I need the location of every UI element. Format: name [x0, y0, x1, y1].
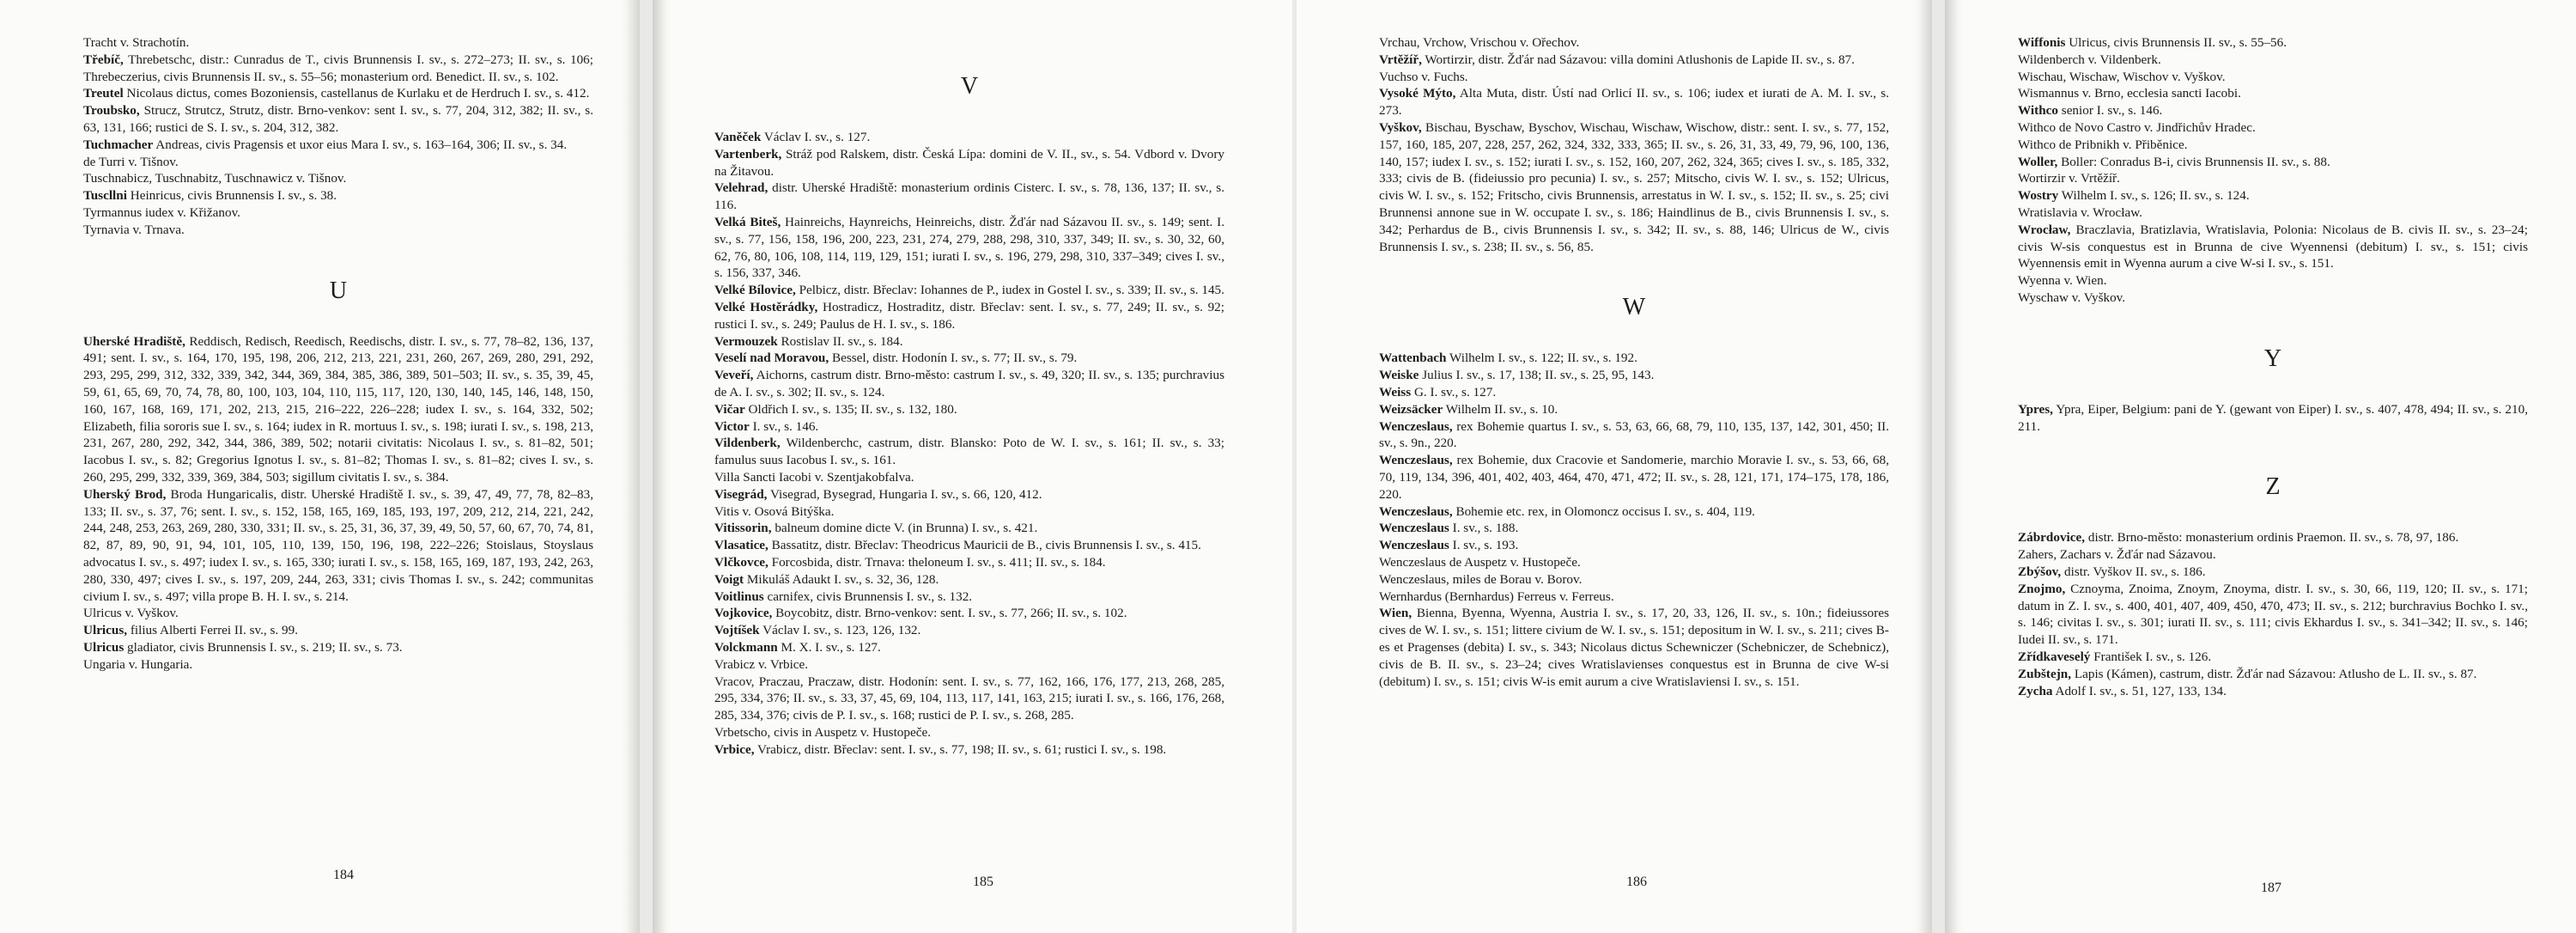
entry-headword: Vičar: [714, 401, 745, 417]
entry-text: Wyschaw v. Vyškov.: [2018, 290, 2126, 305]
index-entry: [714, 146, 1224, 180]
index-entry: [2018, 649, 2528, 666]
section-letter: V: [960, 73, 979, 100]
entry-headword: Wiffonis: [2018, 35, 2066, 50]
entry-text: Nicolaus dictus, comes Bozoniensis, castellanus de Kurlaku et de Herdruch I. sv., s. 412.: [123, 86, 590, 101]
entry-text: Julius I. sv., s. 17, 138; II. sv., s. 25, 95, 143.: [1419, 368, 1655, 383]
entry-headword: Velká Biteš,: [714, 214, 781, 229]
index-entry: [2018, 187, 2528, 204]
index-entry: [2018, 204, 2528, 222]
page-column: [714, 34, 1224, 758]
index-entry: [2018, 581, 2528, 649]
entry-text: Wilhelm I. sv., s. 126; II. sv., s. 124.: [2058, 188, 2250, 204]
entry-headword: Vrbice,: [714, 741, 755, 757]
entry-headword: Třebíč,: [83, 52, 124, 67]
index-entry: [714, 129, 1224, 146]
entry-text: Bohemie etc. rex, in Olomoncz occisus I. sv., s. 404, 119.: [1452, 503, 1755, 519]
entry-text: rex Bohemie quartus I. sv., s. 53, 63, 66, 68, 79, 110, 135, 137, 142, 301, 450; II. sv., s. 9n., 220.: [1379, 418, 1889, 451]
entry-text: distr. Vyškov II. sv., s. 186.: [2061, 564, 2206, 579]
index-entry: [714, 520, 1224, 537]
index-entry: [714, 554, 1224, 571]
page-187: [1945, 0, 2576, 933]
entry-headword: Woller,: [2018, 154, 2058, 169]
entry-text: Adolf I. sv., s. 51, 127, 133, 134.: [2052, 683, 2227, 698]
entry-text: carnifex, civis Brunnensis I. sv., s. 132.: [763, 588, 973, 604]
index-entry: [2018, 52, 2528, 69]
index-entry: [2018, 272, 2528, 290]
entry-text: Broda Hungaricalis, distr. Uherské Hradiště I. sv., s. 39, 47, 49, 77, 78, 82–83, 133; II. sv., s. 37, 76; sent. I. sv., s. 152, 158, 165, 169, 185, 193, 197, 209, 212, 214, 221, 242, 244, 248, 253, 263, 269, 280, 330, 331; II. sv., s. 25, 31, 36, 37, 39, 49, 50, 57, 60, 67, 70, 74, 81, 82, 87, 89, 90, 91, 94, 101, 105, 110, 139, 150, 196, 198, 222–226; Stoislaus, Stoyslaus advocatus I. sv., s. 497; iudex I. sv., s. 165, 330; iurati I. sv., s. 158, 165, 169, 187, 193, 242, 263, 280, 330, 497; cives I. sv., s. 197, 209, 244, 263, 331; civis Thomas I. sv., s. 242; communitas civium I. sv., s. 497; villa prope B. H. I. sv., s. 214.: [83, 486, 593, 604]
index-entry: [83, 154, 593, 171]
entry-headword: Voitlinus: [714, 588, 764, 604]
entry-headword: Vlasatice,: [714, 538, 769, 553]
entry-text: Wenczeslaus, miles de Borau v. Borov.: [1379, 571, 1583, 587]
entry-text: Mikuláš Adaukt I. sv., s. 32, 36, 128.: [744, 571, 939, 587]
index-entry: [1379, 401, 1889, 418]
index-entry: [1379, 34, 1889, 52]
entry-text: Vuchso v. Fuchs.: [1379, 69, 1468, 84]
index-entry: [83, 52, 593, 86]
index-entry: [714, 537, 1224, 554]
entry-headword: Visegrád,: [714, 486, 768, 502]
entry-text: Stráž pod Ralskem, distr. Česká Lípa: domini de V. II., sv., s. 54. Vdbord v. Dvory na Žitavou.: [714, 146, 1224, 179]
entry-headword: Wenczeslaus,: [1379, 453, 1453, 468]
page-number: 185: [973, 875, 993, 889]
entry-headword: Volckmann: [714, 639, 778, 655]
entry-headword: Wien,: [1379, 606, 1413, 621]
index-entry: [2018, 666, 2528, 683]
index-entry: [1379, 119, 1889, 255]
entry-text: Forcosbida, distr. Trnava: theloneum I. sv., s. 411; II. sv., s. 184.: [768, 554, 1106, 570]
entry-text: I. sv., s. 188.: [1449, 521, 1519, 536]
index-entry: [714, 486, 1224, 503]
entry-text: Tyrmannus iudex v. Křižanov.: [83, 204, 240, 220]
index-entry: [714, 741, 1224, 759]
page-gutter: [1913, 0, 1932, 933]
index-entry: [83, 34, 593, 52]
entry-headword: Victor: [714, 418, 750, 434]
entry-headword: Zycha: [2018, 683, 2053, 698]
index-entry: [1379, 418, 1889, 453]
index-entry: [1379, 85, 1889, 119]
entry-text: Strucz, Strutcz, Strutz, distr. Brno-venkov: sent I. sv., s. 77, 204, 312, 382; II. sv., s. 63, 131, 166; rustici de S. I. sv., s. 204, 312, 382.: [83, 103, 593, 135]
entry-text: Bienna, Byenna, Wyenna, Austria I. sv., s. 17, 20, 33, 126, II. sv., s. 10n.; fideiussores cives de W. I. sv., s. 151; littere civium de W. I. sv., s. 151; depositum in W. I. sv., s. 211; cives B-es et Pragenses (debita) I. sv., s. 343; Nicolaus dictus Schewniczer (Schebniczer, de Schebnicz), civis de B. II. sv., s. 23–24; cives Wratislavienses conquestus est in Brunna de cive W-si (debitum) I. sv., s. 151; civis W-is emit aurum a cive Wratislaviensi I. sv., s. 151.: [1379, 606, 1889, 689]
entry-text: Wismannus v. Brno, ecclesia sancti Iacobi.: [2018, 86, 2241, 101]
index-entry: [83, 137, 593, 154]
index-entry: [1379, 52, 1889, 69]
entry-text: Boycobitz, distr. Brno-venkov: sent. I. sv., s. 77, 266; II. sv., s. 102.: [772, 606, 1127, 621]
index-entry: [2018, 683, 2528, 700]
entry-text: Zahers, Zachars v. Žďár nad Sázavou.: [2018, 547, 2216, 563]
entry-text: Ulricus v. Vyškov.: [83, 606, 179, 621]
entry-text: Hainreichs, Haynreichs, Heinreichs, distr. Žďár nad Sázavou II. sv., s. 149; sent. I. sv., s. 77, 156, 158, 196, 200, 223, 231, 274, 279, 288, 298, 310, 337, 349; II. sv., s. 30, 32, 60, 62, 76, 80, 106, 108, 114, 119, 129, 151; iurati I. sv., s. 196, 279, 298, 310, 337–349; cives I. sv., s. 156, 337, 346.: [714, 214, 1224, 281]
index-entry: [714, 401, 1224, 418]
page-column: [1379, 34, 1889, 690]
entry-text: Pelbicz, distr. Břeclav: Iohannes de P., iudex in Gostel I. sv., s. 339; II. sv., s. 145.: [795, 283, 1224, 298]
index-entry: [1379, 69, 1889, 86]
index-entry: [714, 367, 1224, 401]
entry-headword: Vartenberk,: [714, 146, 782, 162]
index-entry: [714, 674, 1224, 724]
entry-text: Ulricus, civis Brunnensis II. sv., s. 55–56.: [2065, 35, 2287, 50]
entry-headword: Veveří,: [714, 368, 754, 383]
entry-headword: Vermouzek: [714, 333, 778, 349]
entry-text: Villa Sancti Iacobi v. Szentjakobfalva.: [714, 469, 914, 485]
index-entry: [83, 102, 593, 137]
entry-text: Vitis v. Osová Bitýška.: [714, 503, 835, 519]
entry-headword: Zbýšov,: [2018, 564, 2062, 579]
page-gutter: [1945, 0, 1964, 933]
entry-text: Tuschnabicz, Tuschnabitz, Tuschnawicz v. Tišnov.: [83, 171, 347, 186]
entry-text: G. I. sv., s. 127.: [1411, 384, 1497, 399]
entry-headword: Voigt: [714, 571, 744, 587]
entry-headword: Wenczeslaus: [1379, 521, 1449, 536]
entry-text: Visegrad, Bysegrad, Hungaria I. sv., s. 66, 120, 412.: [767, 486, 1042, 502]
entry-headword: Weiss: [1379, 384, 1412, 399]
entry-headword: Veselí nad Moravou,: [714, 351, 829, 366]
index-entry: [2018, 564, 2528, 581]
entry-text: Vracov, Praczau, Praczaw, distr. Hodonín: sent. I. sv., s. 77, 162, 166, 176, 177, 213, 268, 285, 295, 334, 376; II. sv., s. 33, 37, 45, 69, 104, 113, 117, 141, 163, 215; iurati I. sv., s. 166, 176, 268, 285, 334, 376; civis de P. I. sv., s. 168; rustici de P. I. sv., s. 268, 285.: [714, 674, 1224, 723]
index-entry: [714, 214, 1224, 282]
entry-text: Braczlavia, Bratizlavia, Wratislavia, Polonia: Nicolaus de B. civis II. sv., s. 23–24; civis W-sis conquestus est in Brunna de cive Wyennensi (debitum) I. sv., s. 151; civis Wyennensis emit in Wyenna aurum a cive W-si I. sv., s. 151.: [2018, 222, 2528, 271]
entry-text: Boller: Conradus B-i, civis Brunnensis II. sv., s. 88.: [2057, 154, 2330, 169]
index-entry: [714, 588, 1224, 606]
entry-headword: Vrtěžíř,: [1379, 52, 1422, 67]
page-186: [1297, 0, 1932, 933]
page-number: 186: [1626, 875, 1647, 889]
entry-text: Reddisch, Redisch, Reedisch, Reedischs, distr. I. sv., s. 77, 78–82, 136, 137, 491; sent. I. sv., s. 164, 170, 195, 198, 206, 212, 213, 221, 231, 260, 267, 269, 280, 291, 292, 293, 295, 299, 312, 332, 339, 342, 344, 369, 384, 385, 386, 389, 501–503; II. sv., s. 35, 39, 45, 59, 61, 65, 69, 70, 74, 78, 80, 100, 103, 104, 110, 115, 117, 120, 130, 140, 145, 146, 148, 150, 160, 167, 168, 169, 171, 202, 213, 215, 216–222, 226–228; iudex I. sv., s. 164, 332, 502; Elizabeth, filia sororis sue I. sv., s. 164; iudex in R. mortuus I. sv., s. 198; iurati I. sv., s. 198, 213, 231, 267, 280, 292, 342, 344, 386, 389, 502; notarii civitatis: Nicolaus I. sv., s. 81–82, 501; Iacobus I. sv., s. 82; Gregorius Ignotus I. sv., s. 81–82; Thomas I. sv., s. 81–82; cives I. sv., s. 260, 295, 299, 332, 339, 369, 384, 503; sigillum civitatis I. sv., s. 384.: [83, 333, 593, 485]
entry-headword: Ulricus: [83, 639, 125, 655]
entry-headword: Withco: [2018, 103, 2058, 119]
entry-text: filius Alberti Ferrei II. sv., s. 99.: [127, 623, 299, 638]
entry-headword: Wattenbach: [1379, 351, 1447, 366]
entry-headword: Velké Bílovice,: [714, 283, 796, 298]
entry-text: balneum domine dicte V. (in Brunna) I. sv., s. 421.: [771, 521, 1038, 536]
entry-text: Withco de Pribnikh v. Přiběnice.: [2018, 137, 2188, 152]
entry-text: I. sv., s. 146.: [749, 418, 819, 434]
index-entry: [2018, 401, 2528, 436]
index-entry: [2018, 102, 2528, 119]
index-entry: [83, 639, 593, 656]
entry-headword: Weizsäcker: [1379, 401, 1443, 417]
index-entry: [714, 418, 1224, 436]
index-entry: [83, 605, 593, 622]
entry-text: Tracht v. Strachotín.: [83, 35, 190, 50]
entry-headword: Wostry: [2018, 188, 2059, 204]
entry-text: Wilhelm I. sv., s. 122; II. sv., s. 192.: [1446, 351, 1637, 366]
entry-text: Vrabicz v. Vrbice.: [714, 656, 809, 672]
index-entry: [1379, 503, 1889, 521]
entry-headword: Vildenberk,: [714, 436, 781, 451]
entry-text: senior I. sv., s. 146.: [2057, 103, 2163, 119]
index-entry: [83, 187, 593, 204]
entry-headword: Wenczeslaus,: [1379, 503, 1453, 519]
section-letter: Z: [2265, 473, 2281, 501]
entry-text: František I. sv., s. 126.: [2090, 649, 2212, 664]
entry-text: Oldřich I. sv., s. 135; II. sv., s. 132, 180.: [744, 401, 957, 417]
entry-headword: Zubštejn,: [2018, 666, 2072, 681]
entry-text: Wildenberchc, castrum, distr. Blansko: Poto de W. I. sv., s. 161; II. sv., s. 33; famulus suus Iacobus I. sv., s. 161.: [714, 436, 1224, 468]
index-entry: [2018, 154, 2528, 171]
entry-headword: Zřídkaveselý: [2018, 649, 2091, 664]
entry-headword: Uherský Brod,: [83, 486, 167, 502]
page-185: [653, 0, 1292, 933]
entry-headword: Znojmo,: [2018, 581, 2066, 596]
index-entry: [1379, 452, 1889, 503]
entry-text: Vrbetscho, civis in Auspetz v. Hustopeče.: [714, 724, 932, 740]
entry-text: Ypra, Eiper, Belgium: pani de Y. (gewant von Eiper) I. sv., s. 407, 478, 494; II. sv., s. 210, 211.: [2018, 401, 2528, 434]
entry-headword: Vitissorin,: [714, 521, 772, 536]
page-gutter: [653, 0, 671, 933]
index-entry: [2018, 119, 2528, 137]
index-entry: [2018, 69, 2528, 86]
entry-text: Wortirzir v. Vrtěžíř.: [2018, 171, 2120, 186]
entry-headword: Zábrdovice,: [2018, 530, 2086, 546]
index-entry: [2018, 222, 2528, 272]
index-entry: [83, 204, 593, 222]
entry-headword: Vojtíšek: [714, 623, 760, 638]
index-entry: [1379, 350, 1889, 367]
page-column: [83, 34, 593, 674]
entry-headword: Vlčkovce,: [714, 554, 769, 570]
entry-text: Václav I. sv., s. 123, 126, 132.: [759, 623, 921, 638]
entry-headword: Vaněček: [714, 130, 762, 144]
entry-text: Bessel, distr. Hodonín I. sv., s. 77; II. sv., s. 79.: [829, 351, 1078, 366]
section-letter: W: [1622, 294, 1646, 321]
entry-text: Vrchau, Vrchow, Vrischou v. Ořechov.: [1379, 35, 1580, 50]
entry-text: distr. Brno-město: monasterium ordinis Praemon. II. sv., s. 78, 97, 186.: [2085, 530, 2459, 546]
entry-headword: Wenczeslaus: [1379, 538, 1449, 553]
index-entry: [1379, 384, 1889, 401]
index-entry: [1379, 571, 1889, 588]
index-entry: [714, 503, 1224, 521]
entry-headword: Ypres,: [2018, 401, 2053, 417]
entry-text: Ungaria v. Hungaria.: [83, 656, 193, 672]
page-gutter: [621, 0, 640, 933]
index-entry: [2018, 529, 2528, 546]
index-entry: [714, 571, 1224, 588]
index-entry: [83, 656, 593, 674]
entry-headword: Velké Hostěrádky,: [714, 299, 818, 314]
index-entry: [714, 282, 1224, 299]
index-entry: [83, 85, 593, 102]
index-entry: [1379, 588, 1889, 606]
entry-text: Wratislavia v. Wrocław.: [2018, 204, 2142, 220]
index-entry: [2018, 546, 2528, 564]
entry-headword: Velehrad,: [714, 180, 769, 196]
index-entry: [714, 435, 1224, 469]
entry-text: Wyenna v. Wien.: [2018, 273, 2107, 289]
entry-text: Wortirzir, distr. Žďár nad Sázavou: villa domini Atlushonis de Lapide II. sv., s. 87.: [1421, 52, 1855, 67]
entry-text: Wilhelm II. sv., s. 10.: [1443, 401, 1558, 417]
index-entry: [83, 622, 593, 639]
index-entry: [714, 469, 1224, 486]
entry-text: I. sv., s. 193.: [1449, 538, 1519, 553]
entry-headword: Weiske: [1379, 368, 1419, 383]
entry-text: Wenczeslaus de Auspetz v. Hustopeče.: [1379, 554, 1581, 570]
index-entry: [2018, 290, 2528, 307]
entry-headword: Ulricus,: [83, 623, 128, 638]
entry-headword: Tuchmacher: [83, 137, 154, 152]
entry-text: Rostislav II. sv., s. 184.: [777, 333, 903, 349]
index-entry: [714, 333, 1224, 351]
index-entry: [714, 299, 1224, 333]
index-entry: [1379, 537, 1889, 554]
entry-text: Bassatitz, distr. Břeclav: Theodricus Mauricii de B., civis Brunnensis I. sv., s. 415.: [768, 538, 1201, 553]
entry-headword: Wenczeslaus,: [1379, 418, 1453, 434]
index-entry: [714, 350, 1224, 367]
entry-text: Aichorns, castrum distr. Brno-město: castrum I. sv., s. 49, 320; II. sv., s. 135; purchravius de A. I. sv., s. 302; II. sv., s. 124.: [714, 368, 1224, 399]
entry-text: Václav I. sv., s. 127.: [761, 130, 871, 144]
entry-text: Andreas, civis Pragensis et uxor eius Mara I. sv., s. 163–164, 306; II. sv., s. 34.: [153, 137, 568, 152]
entry-headword: Uherské Hradiště,: [83, 333, 185, 349]
page-number: 184: [333, 868, 354, 882]
entry-text: distr. Uherské Hradiště: monasterium ordinis Cisterc. I. sv., s. 78, 136, 137; II. sv., s. 116.: [714, 180, 1224, 213]
entry-headword: Treutel: [83, 86, 124, 101]
entry-text: rex Bohemie, dux Cracovie et Sandomerie, marchio Moravie I. sv., s. 53, 66, 68, 70, 119, 134, 396, 401, 402, 403, 464, 470, 471, 472; II. sv., s. 28, 121, 171, 174–175, 178, 186, 220.: [1379, 453, 1889, 502]
index-entry: [714, 180, 1224, 214]
index-entry: [1379, 520, 1889, 537]
entry-text: Cznoyma, Znoima, Znoym, Znoyma, distr. I. sv., s. 30, 66, 119, 120; II. sv., s. 171; datum in Z. I. sv., s. 400, 401, 407, 409, 450, 470, 473; II. sv., s. 212; burchravius Bochko I. sv., s. 146; civitas I. sv., s. 301; iurati II. sv., s. 111; civis Ekhardus I. sv., s. 341–342; II. sv., s. 146; Iudei II. sv., s. 171.: [2018, 581, 2528, 648]
entry-text: Wildenberch v. Vildenberk.: [2018, 52, 2161, 67]
entry-headword: Wrocław,: [2018, 222, 2071, 237]
entry-text: Wischau, Wischaw, Wischov v. Vyškov.: [2018, 69, 2226, 84]
entry-text: Wernhardus (Bernhardus) Ferreus v. Ferreus.: [1379, 588, 1614, 604]
entry-text: Threbetschc, distr.: Cunradus de T., civis Brunnensis I. sv., s. 272–273; II. sv., s. 106; Threbeczerius, civis Brunnensis II. sv., s. 55–56; monasterium ord. Benedict. II. sv., s. 102.: [83, 52, 593, 84]
page-184: [0, 0, 640, 933]
index-entry: [1379, 554, 1889, 571]
index-entry: [1379, 367, 1889, 384]
page-column: [2018, 34, 2528, 699]
index-entry: [2018, 170, 2528, 187]
entry-text: Bischau, Byschaw, Byschov, Wischau, Wischaw, Wischow, distr.: sent. I. sv., s. 77, 152, 157, 160, 185, 207, 228, 257, 262, 324, 332, 333, 365; II. sv., s. 26, 31, 33, 49, 79, 96, 100, 136, 140, 157; iudex I. sv., s. 152; iurati I. sv., s. 152, 160, 207, 262, 324, 365; cives I. sv., s. 185, 332, 333; civis de B. (fideiussio pro pecunia) I. sv., s. 257; Mitscho, civis W. I. sv., s. 152; Ulricus, civis W. I. sv., s. 152; Fritscho, civis Brunnensis, arrestatus in W. I. sv., s. 152; II. sv., s. 25; civi Brunnensi annone sue in W. occupate I. sv., s. 186; Haindlinus de B., civis Brunnensis I. sv., s. 342; Perhardus de B., civis Brunnensis I. sv., s. 342; II. sv., s. 88, 146; Ulricus de W., civis Brunnensis I. sv., s. 238; II. sv., s. 56, 85.: [1379, 119, 1889, 254]
index-entry: [714, 639, 1224, 656]
section-letter: Y: [2263, 345, 2282, 372]
index-entry: [2018, 85, 2528, 102]
index-entry: [714, 656, 1224, 674]
index-entry: [714, 622, 1224, 639]
entry-text: Alta Muta, distr. Ústí nad Orlicí II. sv., s. 106; iudex et iurati de A. M. I. sv., s. 273.: [1379, 86, 1889, 119]
entry-headword: Tuscllni: [83, 188, 127, 204]
index-entry: [714, 724, 1224, 741]
entry-text: de Turri v. Tišnov.: [83, 154, 179, 169]
entry-text: Withco de Novo Castro v. Jindřichův Hradec.: [2018, 119, 2256, 135]
index-entry: [1379, 605, 1889, 690]
entry-text: M. X. I. sv., s. 127.: [777, 639, 881, 655]
entry-text: Tyrnavia v. Trnava.: [83, 222, 185, 237]
entry-text: Lapis (Kámen), castrum, distr. Žďár nad Sázavou: Atlusho de L. II. sv., s. 87.: [2071, 666, 2477, 681]
index-entry: [714, 605, 1224, 622]
index-entry: [83, 486, 593, 606]
index-entry: [2018, 34, 2528, 52]
entry-headword: Vyškov,: [1379, 119, 1422, 135]
index-entry: [83, 222, 593, 239]
section-letter: U: [329, 277, 348, 304]
entry-text: Heinricus, civis Brunnensis I. sv., s. 38.: [126, 188, 337, 204]
index-entry: [83, 333, 593, 486]
entry-text: Vrabicz, distr. Břeclav: sent. I. sv., s. 77, 198; II. sv., s. 61; rustici I. sv., s. 198.: [754, 741, 1167, 757]
entry-text: gladiator, civis Brunnensis I. sv., s. 219; II. sv., s. 73.: [124, 639, 403, 655]
entry-text: Hostradicz, Hostraditz, distr. Břeclav: sent. I. sv., s. 77, 249; II. sv., s. 92; rustici I. sv., s. 249; Paulus de H. I. sv., s. 186.: [714, 299, 1224, 332]
entry-headword: Vojkovice,: [714, 606, 773, 621]
index-entry: [2018, 137, 2528, 154]
entry-headword: Vysoké Mýto,: [1379, 86, 1456, 101]
page-number: 187: [2261, 881, 2281, 895]
entry-headword: Troubsko,: [83, 103, 140, 119]
index-entry: [83, 170, 593, 187]
